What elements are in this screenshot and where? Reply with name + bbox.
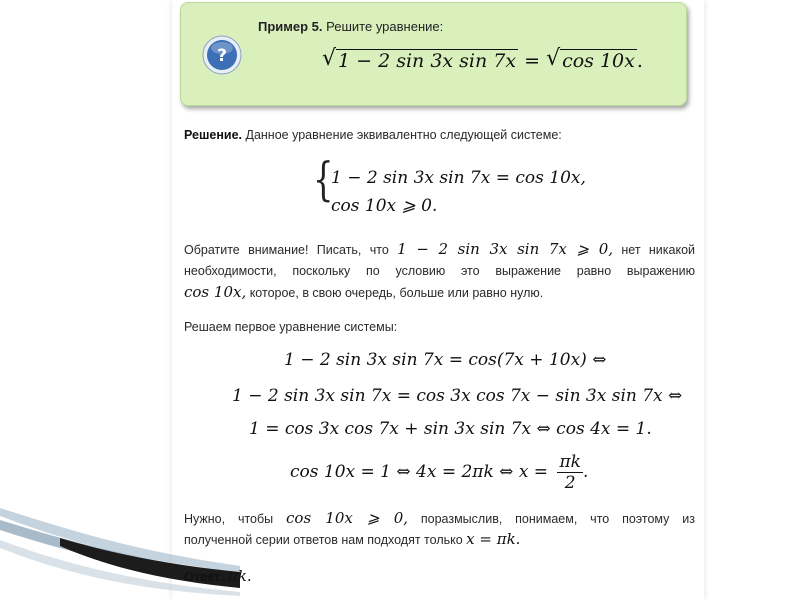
system-line-2: cos 10x ⩾ 0. bbox=[331, 196, 438, 216]
equation-1: 1 − 2 sin 3x sin 7x = cos(7x + 10x) ⇔ bbox=[284, 350, 607, 370]
svg-text:?: ? bbox=[217, 46, 227, 66]
example-title: Пример 5. Решите уравнение: bbox=[258, 19, 444, 34]
equation-4: cos 10x = 1 ⇔ 4x = 2πk ⇔ x = $\frac{\pi k}{2}$ . bbox=[290, 452, 589, 493]
conclusion-line-1: Нужно, чтобы cos 10x ⩾ 0, поразмыслив, понимаем, что поэтому из bbox=[184, 509, 695, 527]
note-line-3: cos 10x, которое, в свою очередь, больше или равно нулю. bbox=[184, 283, 544, 301]
equation-2: 1 − 2 sin 3x sin 7x = cos 3x cos 7x − sin 3x sin 7x ⇔ bbox=[232, 386, 683, 406]
note-line-1: Обратите внимание! Писать, что 1 − 2 sin 3x sin 7x ⩾ 0, нет никакой bbox=[184, 240, 695, 258]
note-line-2: необходимости, поскольку по условию это выражение равно выражению bbox=[184, 264, 695, 278]
example-equation: √ 1 − 2 sin 3x sin 7x = √ cos 10x . bbox=[322, 46, 643, 72]
conclusion-line-2: полученной серии ответов нам подходят только x = πk. bbox=[184, 530, 521, 548]
solution-intro: Решение. Данное уравнение эквивалентно следующей системе: bbox=[184, 128, 562, 142]
system-line-1: 1 − 2 sin 3x sin 7x = cos 10x, bbox=[331, 168, 586, 188]
question-icon bbox=[202, 35, 242, 75]
solve-intro: Решаем первое уравнение системы: bbox=[184, 320, 398, 334]
equation-3: 1 = cos 3x cos 7x + sin 3x sin 7x ⇔ cos 4x = 1. bbox=[249, 419, 652, 439]
answer: Ответ: πk. bbox=[184, 567, 252, 585]
